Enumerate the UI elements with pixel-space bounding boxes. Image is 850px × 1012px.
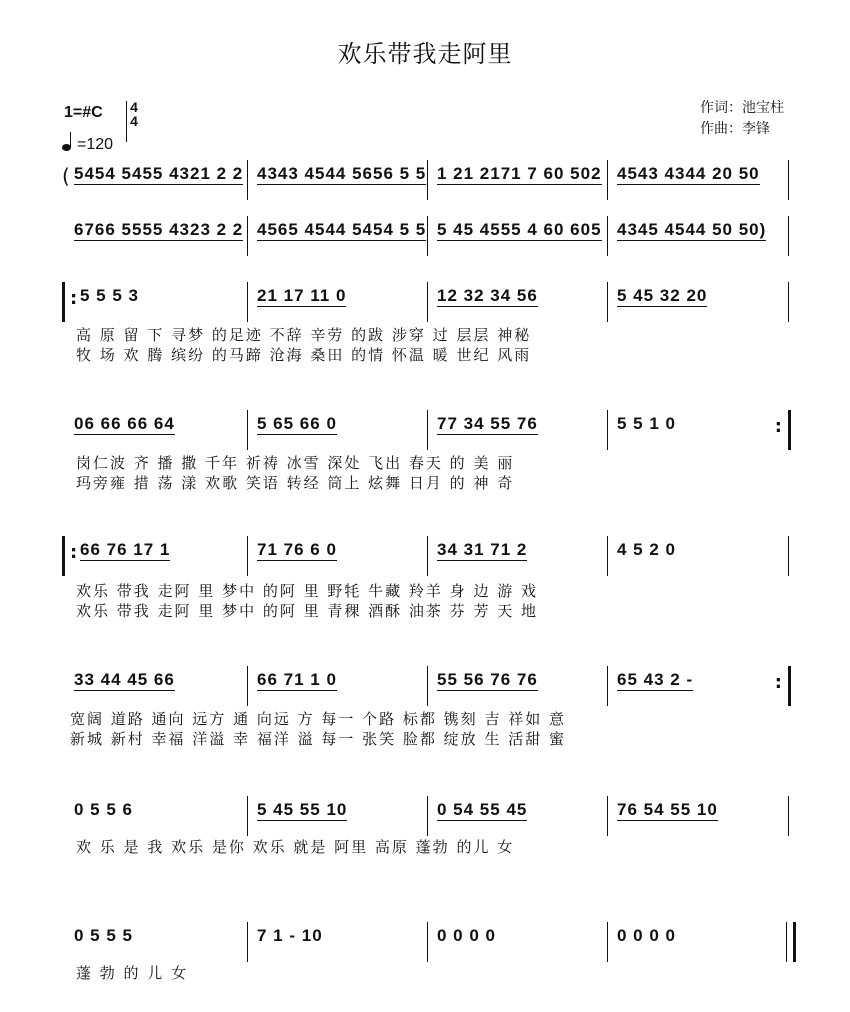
quarter-note-icon <box>62 144 71 151</box>
lyric-line: 欢乐 带我 走阿 里 梦中 的阿 里 野牦 牛藏 羚羊 身 边 游 戏 <box>76 582 538 600</box>
measure: 21 17 11 0 <box>257 286 347 305</box>
measure: 5 65 66 0 <box>257 414 337 433</box>
measure: 4345 4544 50 50) <box>617 220 767 239</box>
system-1 <box>62 160 792 210</box>
measure: 4 5 2 0 <box>617 540 676 559</box>
composer: 作曲：李锋 <box>700 121 770 137</box>
repeat-start <box>62 536 71 576</box>
repeat-end <box>780 666 791 706</box>
lyric-line: 岗仁波 齐 播 撒 千年 祈祷 冰雪 深处 飞出 春天 的 美 丽 <box>76 454 515 472</box>
lyric-line: 欢 乐 是 我 欢乐 是你 欢乐 就是 阿里 高原 蓬勃 的儿 女 <box>76 838 515 856</box>
measure: 5 45 55 10 <box>257 800 348 819</box>
measure: 71 76 6 0 <box>257 540 337 559</box>
measure: 55 56 76 76 <box>437 670 538 689</box>
repeat-start <box>62 282 71 322</box>
system-2 <box>62 216 792 266</box>
lyric-line: 蓬 勃 的 儿 女 <box>76 964 189 982</box>
tempo-value: =120 <box>77 136 114 153</box>
lyric-line: 高 原 留 下 寻梦 的足迹 不辞 辛劳 的跋 涉穿 过 层层 神秘 <box>76 326 532 344</box>
lyric-line: 新城 新村 幸福 洋溢 幸 福洋 溢 每一 张笑 脸都 绽放 生 活甜 蜜 <box>70 730 566 748</box>
time-signature-bottom: 4 <box>130 113 138 129</box>
measure: 0 5 5 5 <box>74 926 133 945</box>
measure: 7 1 - 10 <box>257 926 323 945</box>
open-paren: ( <box>62 164 70 188</box>
system-5 <box>62 536 792 586</box>
tempo-mark <box>62 136 113 154</box>
measure: 06 66 66 64 <box>74 414 175 433</box>
measure: 76 54 55 10 <box>617 800 718 819</box>
measure: 33 44 45 66 <box>74 670 175 689</box>
measure: 0 0 0 0 <box>437 926 496 945</box>
measure: 6766 5555 4323 2 2 <box>74 220 244 239</box>
measure: 66 71 1 0 <box>257 670 337 689</box>
measure: 34 31 71 2 <box>437 540 528 559</box>
measure: 5454 5455 4321 2 2 <box>74 164 244 183</box>
lyric-line: 牧 场 欢 腾 缤纷 的马蹄 沧海 桑田 的情 怀温 暖 世纪 风雨 <box>76 346 532 364</box>
page-title: 欢乐带我走阿里 <box>337 40 513 68</box>
measure: 65 43 2 - <box>617 670 694 689</box>
measure: 66 76 17 1 <box>80 540 171 559</box>
measure: 4543 4344 20 50 <box>617 164 760 183</box>
measure: 0 54 55 45 <box>437 800 528 819</box>
lyric-line: 玛旁雍 措 荡 漾 欢歌 笑语 转经 筒上 炫舞 日月 的 神 奇 <box>76 474 515 492</box>
lyric-line: 欢乐 带我 走阿 里 梦中 的阿 里 青稞 酒酥 油茶 芬 芳 天 地 <box>76 602 538 620</box>
time-signature <box>126 100 142 128</box>
measure: 5 45 32 20 <box>617 286 708 305</box>
measure: 5 45 4555 4 60 605 <box>437 220 602 239</box>
measure: 5 5 1 0 <box>617 414 676 433</box>
final-barline <box>786 922 796 962</box>
lyricist: 作词：池宝柱 <box>700 100 784 116</box>
time-signature-top: 4 <box>130 99 138 115</box>
key-signature: 1=#C <box>64 104 103 121</box>
measure: 12 32 34 56 <box>437 286 538 305</box>
measure: 4565 4544 5454 5 5 <box>257 220 427 239</box>
measure: 5 5 5 3 <box>80 286 139 305</box>
measure: 1 21 2171 7 60 502 <box>437 164 602 183</box>
measure: 0 0 0 0 <box>617 926 676 945</box>
repeat-end <box>780 410 791 450</box>
measure: 77 34 55 76 <box>437 414 538 433</box>
measure: 4343 4544 5656 5 5 <box>257 164 427 183</box>
measure: 0 5 5 6 <box>74 800 133 819</box>
credits <box>700 98 784 140</box>
lyric-line: 宽阔 道路 通向 远方 通 向远 方 每一 个路 标都 镌刻 吉 祥如 意 <box>70 710 566 728</box>
